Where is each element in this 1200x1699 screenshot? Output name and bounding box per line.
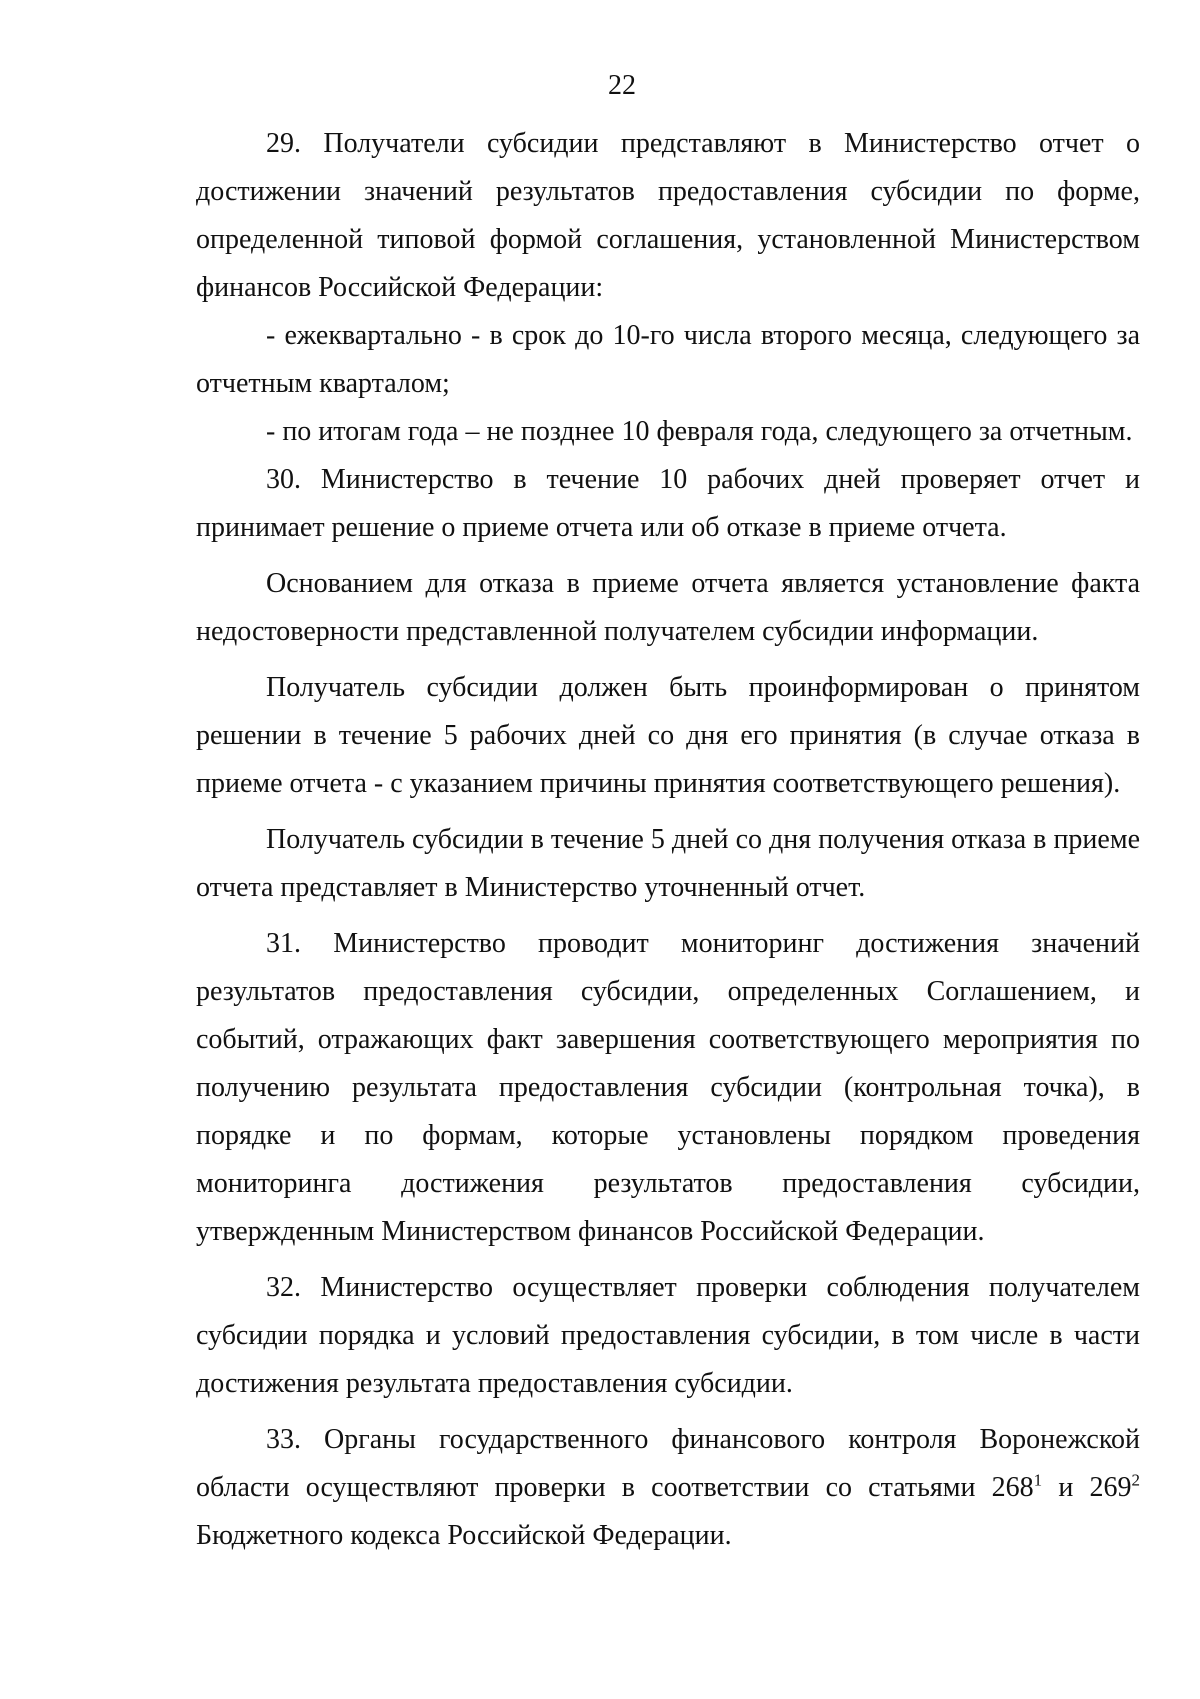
superscript-1: 1 xyxy=(1033,1470,1043,1490)
paragraph-30: 30. Министерство в течение 10 рабочих дней проверяет отчет и принимает решение о приеме отчета или об отказе в приеме отчета. xyxy=(196,464,1140,543)
document-body xyxy=(196,120,1140,1568)
paragraph-29: 29. Получатели субсидии представляют в Министерство отчет о достижении значений результатов предоставления субсидии по форме, определенной типовой формой соглашения, установленной Министерством финансов Российской Федерации: xyxy=(196,128,1140,303)
paragraph-30-corrected-report: Получатель субсидии в течение 5 дней со дня получения отказа в приеме отчета представляет в Министерство уточненный отчет. xyxy=(196,824,1140,903)
paragraph-32: 32. Министерство осуществляет проверки соблюдения получателем субсидии порядка и условий предоставления субсидии, в том числе в части достижения результата предоставления субсидии. xyxy=(196,1272,1140,1399)
paragraph-29-item-annual: - по итогам года – не позднее 10 февраля года, следующего за отчетным. xyxy=(266,416,1133,447)
paragraph-30-refusal-grounds: Основанием для отказа в приеме отчета является установление факта недостоверности представленной получателем субсидии информации. xyxy=(196,568,1140,647)
paragraph-29-item-quarterly: - ежеквартально - в срок до 10-го числа второго месяца, следующего за отчетным кварталом; xyxy=(196,320,1140,399)
paragraph-33-text-middle: и 269 xyxy=(1042,1472,1132,1503)
paragraph-33-text-after: Бюджетного кодекса Российской Федерации. xyxy=(196,1520,732,1551)
page-number: 22 xyxy=(608,70,636,101)
superscript-2: 2 xyxy=(1131,1470,1140,1490)
paragraph-33 xyxy=(196,1416,1140,1560)
paragraph-33-text-before: 33. Органы государственного финансового контроля Воронежской области осуществляют проверки в соответствии со статьями 268 xyxy=(196,1424,1140,1503)
paragraph-30-notification: Получатель субсидии должен быть проинформирован о принятом решении в течение 5 рабочих дней со дня его принятия (в случае отказа в приеме отчета - с указанием причины принятия соответствующего решения). xyxy=(196,672,1140,799)
paragraph-31: 31. Министерство проводит мониторинг достижения значений результатов предоставления субсидии, определенных Соглашением, и событий, отражающих факт завершения соответствующего мероприятия по получению результата предоставления субсидии (контрольная точка), в порядке и по формам, которые установлены порядком проведения мониторинга достижения результатов предоставления субсидии, утвержденным Министерством финансов Российской Федерации. xyxy=(196,928,1140,1247)
